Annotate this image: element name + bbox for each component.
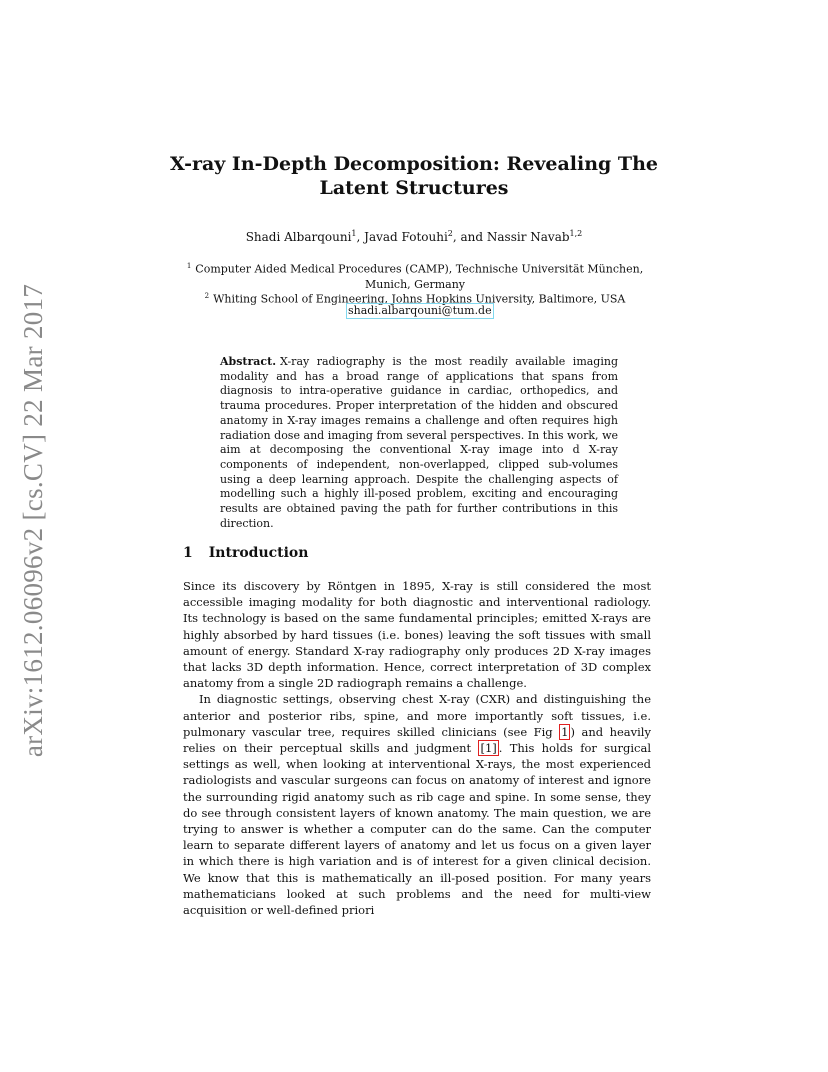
section-title: Introduction	[208, 545, 309, 561]
paragraph-text: . This holds for surgical settings as well, when looking at interventional X-rays, the most experienced radiologists and vascular surgeons can focus on anatomy of interest and ignore the surrounding rigid anatomy such as rib cage and spine. In some sense, they do see through consistent layers of known anatomy. The main question, we are trying to answer is whether a computer can do the same. Can the computer learn to separate different layers of anatomy and let us focus on a given layer in which there is high variation and is of interest for a given clinical decision. We know that this is mathematically an ill-posed position. For many years mathematicians looked at such problems and the need for multi-view acquisition or well-defined priori	[183, 741, 651, 918]
author-separator: ,	[356, 230, 365, 244]
arxiv-identifier[interactable]: arXiv:1612.06096v2 [cs.CV] 22 Mar 2017	[18, 283, 49, 757]
affiliation-text: Whiting School of Engineering, Johns Hopkins University, Baltimore, USA	[213, 292, 626, 306]
affiliation-mark: 1	[186, 262, 192, 270]
author-affiliation-mark: 1	[351, 229, 357, 238]
paragraph-text: ) and heavily relies on their perceptual skills and judgment	[183, 724, 651, 756]
author-name: Javad Fotouhi	[364, 230, 448, 244]
abstract	[220, 355, 618, 531]
affiliation-mark: 2	[204, 292, 210, 300]
arxiv-stamp	[14, 285, 54, 755]
abstract-text: X-ray radiography is the most readily available imaging modality and has a broad range of applications that spans from diagnosis to intra-operative guidance in cardiac, orthopedics, and trauma procedures. Proper interpretation of the hidden and obscured anatomy in X-ray images remains a challenge and often requires high radiation dose and imaging from several perspectives. In this work, we aim at decomposing the conventional X-ray image into d X-ray components of independent, non-overlapped, clipped sub-volumes using a deep learning approach. Despite the challenging aspects of modelling such a highly ill-posed problem, exciting and encouraging results are obtained paving the path for further contributions in this direction.	[220, 355, 618, 530]
author-separator: , and	[452, 230, 487, 244]
author-affiliation-mark: 1,2	[569, 229, 583, 238]
abstract-label: Abstract.	[220, 355, 277, 368]
paragraph: Since its discovery by Röntgen in 1895, X-ray is still considered the most accessible imaging modality for both diagnostic and interventional radiology. Its technology is based on the same fundamental principles; emitted X-rays are highly absorbed by hard tissues (i.e. bones) leaving the soft tissues with small amount of energy. Standard X-ray radiography only produces 2D X-ray images that lacks 3D depth information. Hence, correct interpretation of 3D complex anatomy from a single 2D radiograph remains a challenge.	[183, 579, 651, 691]
figure-ref-link[interactable]: 1	[561, 724, 569, 739]
email-link[interactable]: shadi.albarqouni@tum.de	[348, 304, 492, 317]
citation-link[interactable]: [1]	[480, 741, 497, 756]
author-affiliation-mark: 2	[447, 229, 453, 238]
affiliation-1	[180, 259, 650, 292]
section-heading	[183, 545, 308, 561]
affiliation-text: Computer Aided Medical Procedures (CAMP), Technische Universität München, Munich, Germany	[195, 262, 644, 291]
body-text	[183, 578, 651, 918]
paragraph-text: In diagnostic settings, observing chest X-ray (CXR) and distinguishing the anterior and posterior ribs, spine, and more importantly soft tissues, i.e. pulmonary vascular tree, requires skilled clinicians (see Fig	[183, 692, 651, 739]
section-number: 1	[183, 545, 193, 561]
author-list	[150, 229, 678, 244]
paragraph	[183, 691, 651, 918]
author-name: Shadi Albarqouni	[245, 230, 352, 244]
paper-title: X-ray In-Depth Decomposition: Revealing The Latent Structures	[170, 153, 658, 199]
author-name: Nassir Navab	[486, 230, 570, 244]
